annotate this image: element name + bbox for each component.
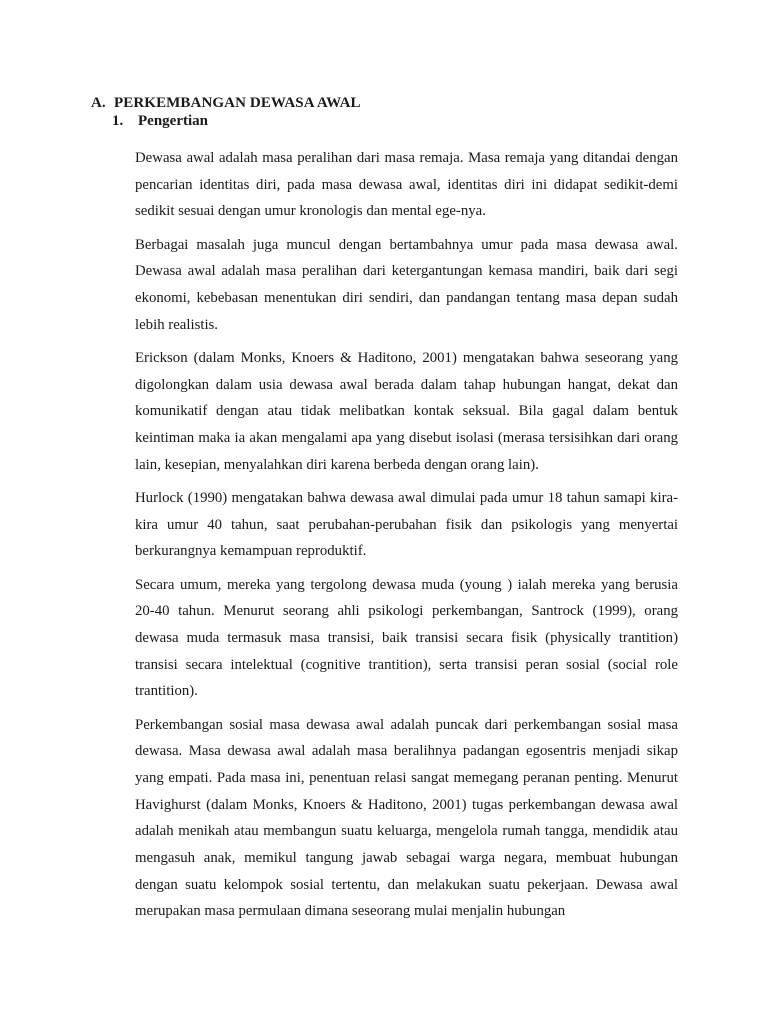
subsection-title: Pengertian — [138, 113, 208, 129]
section-title: PERKEMBANGAN DEWASA AWAL — [114, 95, 361, 111]
paragraph-3: Erickson (dalam Monks, Knoers & Haditono, 2001) mengatakan bahwa seseorang yang digolongkan dalam usia dewasa awal berada dalam tahap hubungan hangat, dekat dan komunikatif dengan atau tidak melibatkan kontak seksual. Bila gagal dalam bentuk keintiman maka ia akan mengalami apa yang disebut isolasi (merasa tersisihkan dari orang lain, kesepian, menyalahkan diri karena berbeda dengan orang lain). — [135, 349, 678, 473]
section-marker: A. — [91, 95, 106, 111]
paragraph-2: Berbagai masalah juga muncul dengan bertambahnya umur pada masa dewasa awal. Dewasa awal adalah masa peralihan dari ketergantungan kemasa mandiri, baik dari segi ekonomi, kebebasan menentukan diri sendiri, dan pandangan tentang masa depan sudah lebih realistis. — [135, 236, 678, 333]
paragraph-4: Hurlock (1990) mengatakan bahwa dewasa awal dimulai pada umur 18 tahun samapi kira-kira umur 40 tahun, saat perubahan-perubahan fisik dan psikologis yang menyertai berkurangnya kemampuan reproduktif. — [135, 489, 678, 560]
subsection-marker: 1. — [112, 113, 124, 129]
paragraph-6: Perkembangan sosial masa dewasa awal adalah puncak dari perkembangan sosial masa dewasa. Masa dewasa awal adalah masa beralihnya padangan egosentris menjadi sikap yang empati. Pada masa ini, penentuan relasi sangat memegang peranan penting. Menurut Havighurst (dalam Monks, Knoers & Haditono, 2001) tugas perkembangan dewasa awal adalah menikah atau membangun suatu keluarga, mengelola rumah tangga, mendidik atau mengasuh anak, memikul tangung jawab sebagai warga negara, membuat hubungan dengan suatu kelompok sosial tertentu, dan melakukan suatu pekerjaan. Dewasa awal merupakan masa permulaan dimana seseorang mulai menjalin hubungan — [135, 716, 678, 920]
section-heading — [91, 94, 361, 112]
paragraph-5: Secara umum, mereka yang tergolong dewasa muda (young ) ialah mereka yang berusia 20-40 tahun. Menurut seorang ahli psikologi perkembangan, Santrock (1999), orang dewasa muda termasuk masa transisi, baik transisi secara fisik (physically trantition) transisi secara intelektual (cognitive trantition), serta transisi peran sosial (social role trantition). — [135, 576, 678, 700]
subsection-heading — [112, 112, 208, 130]
paragraph-1: Dewasa awal adalah masa peralihan dari masa remaja. Masa remaja yang ditandai dengan pencarian identitas diri, pada masa dewasa awal, identitas diri ini didapat sedikit-demi sedikit sesuai dengan umur kronologis dan mental ege-nya. — [135, 150, 678, 220]
document-body — [135, 145, 678, 932]
